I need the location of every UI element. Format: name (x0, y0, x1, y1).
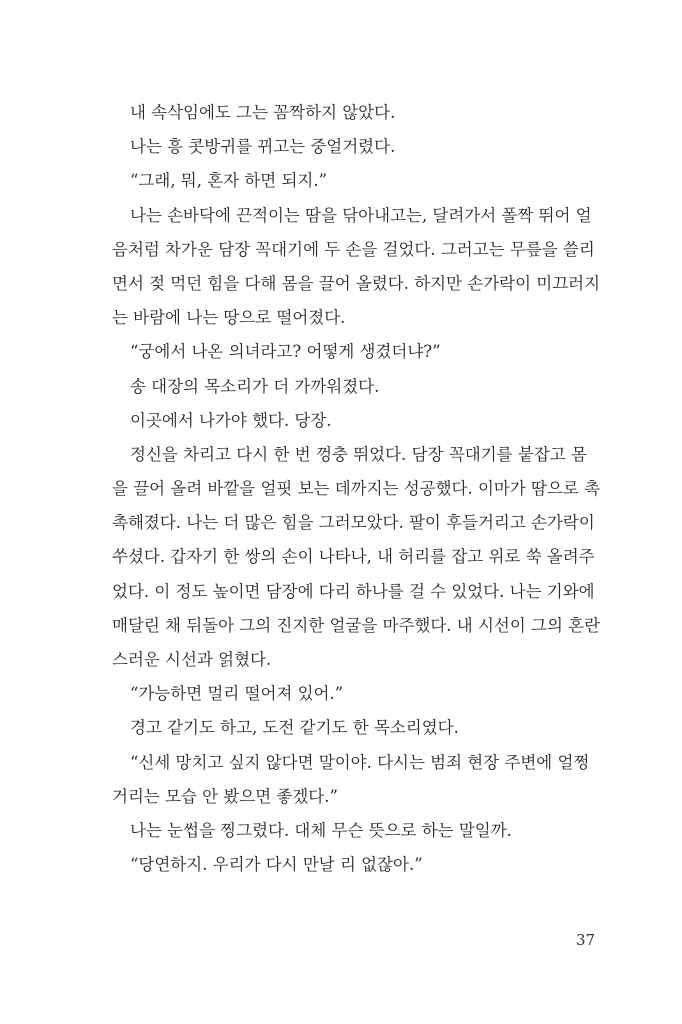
text-line: 는 바람에 나는 땅으로 떨어졌다. (112, 308, 346, 328)
paragraph (112, 819, 587, 853)
text-line: 쑤셨다. 갑자기 한 쌍의 손이 나타나, 내 허리를 잡고 위로 쑥 올려주 (112, 547, 595, 567)
paragraph (112, 169, 587, 203)
text-line: 경고 같기도 하고, 도전 같기도 한 목소리였다. (130, 718, 459, 738)
text-line: 내 속삭임에도 그는 꼼짝하지 않았다. (130, 103, 396, 122)
paragraph (112, 135, 587, 169)
text-line: “가능하면 멀리 떨어져 있어.” (130, 684, 344, 704)
text-line: “당연하지. 우리가 다시 만날 리 없잖아.” (130, 855, 423, 875)
text-line: 었다. 이 정도 높이면 담장에 다리 하나를 걸 수 있었다. 나는 기와에 (112, 581, 595, 601)
text-line: “신세 망치고 싶지 않다면 말이야. 다시는 범죄 현장 주변에 얼쩡 (130, 752, 590, 772)
paragraph (112, 204, 601, 341)
text-line: “그래, 뭐, 혼자 하면 되지.” (130, 171, 328, 191)
text-line: 나는 눈썹을 찡그렸다. 대체 무슨 뜻으로 하는 말일까. (130, 820, 512, 840)
text-line: 송 대장의 목소리가 더 가까워졌다. (130, 376, 380, 396)
text-line: 면서 젖 먹던 힘을 다해 몸을 끌어 올렸다. 하지만 손가락이 미끄러지 (112, 273, 601, 293)
body-text (112, 101, 601, 887)
text-line: 매달린 채 뒤돌아 그의 진지한 얼굴을 마주했다. 내 시선이 그의 혼란 (112, 615, 601, 635)
paragraph (112, 375, 587, 409)
text-line: 거리는 모습 안 봤으면 좋겠다.” (112, 786, 338, 806)
text-line: 음처럼 차가운 담장 꼭대기에 두 손을 걸었다. 그러고는 무릎을 쓸리 (112, 239, 595, 259)
paragraph (112, 853, 587, 887)
text-line: 촉해졌다. 나는 더 많은 힘을 그러모았다. 팔이 후들거리고 손가락이 (112, 513, 595, 533)
text-line: 을 끌어 올려 바깥을 얼핏 보는 데까지는 성공했다. 이마가 땀으로 촉 (112, 479, 601, 499)
text-line: 이곳에서 나가야 했다. 당장. (130, 410, 332, 430)
paragraph (112, 101, 587, 135)
paragraph (112, 409, 587, 443)
paragraph (112, 443, 601, 682)
paragraph (112, 682, 587, 716)
text-line: 스러운 시선과 얽혔다. (112, 650, 272, 669)
text-line: 나는 손바닥에 끈적이는 땀을 닦아내고는, 달려가서 폴짝 뛰어 얼 (130, 205, 592, 225)
paragraph (112, 751, 590, 819)
text-line: 나는 흥 콧방귀를 뀌고는 중얼거렸다. (130, 137, 396, 157)
paragraph (112, 716, 587, 750)
text-line: “궁에서 나온 의녀라고? 어떻게 생겼더냐?” (130, 342, 441, 362)
paragraph (112, 340, 587, 374)
text-line: 정신을 차리고 다시 한 번 껑충 뛰었다. 담장 꼭대기를 붙잡고 몸 (130, 444, 587, 464)
page-number: 37 (576, 931, 596, 949)
